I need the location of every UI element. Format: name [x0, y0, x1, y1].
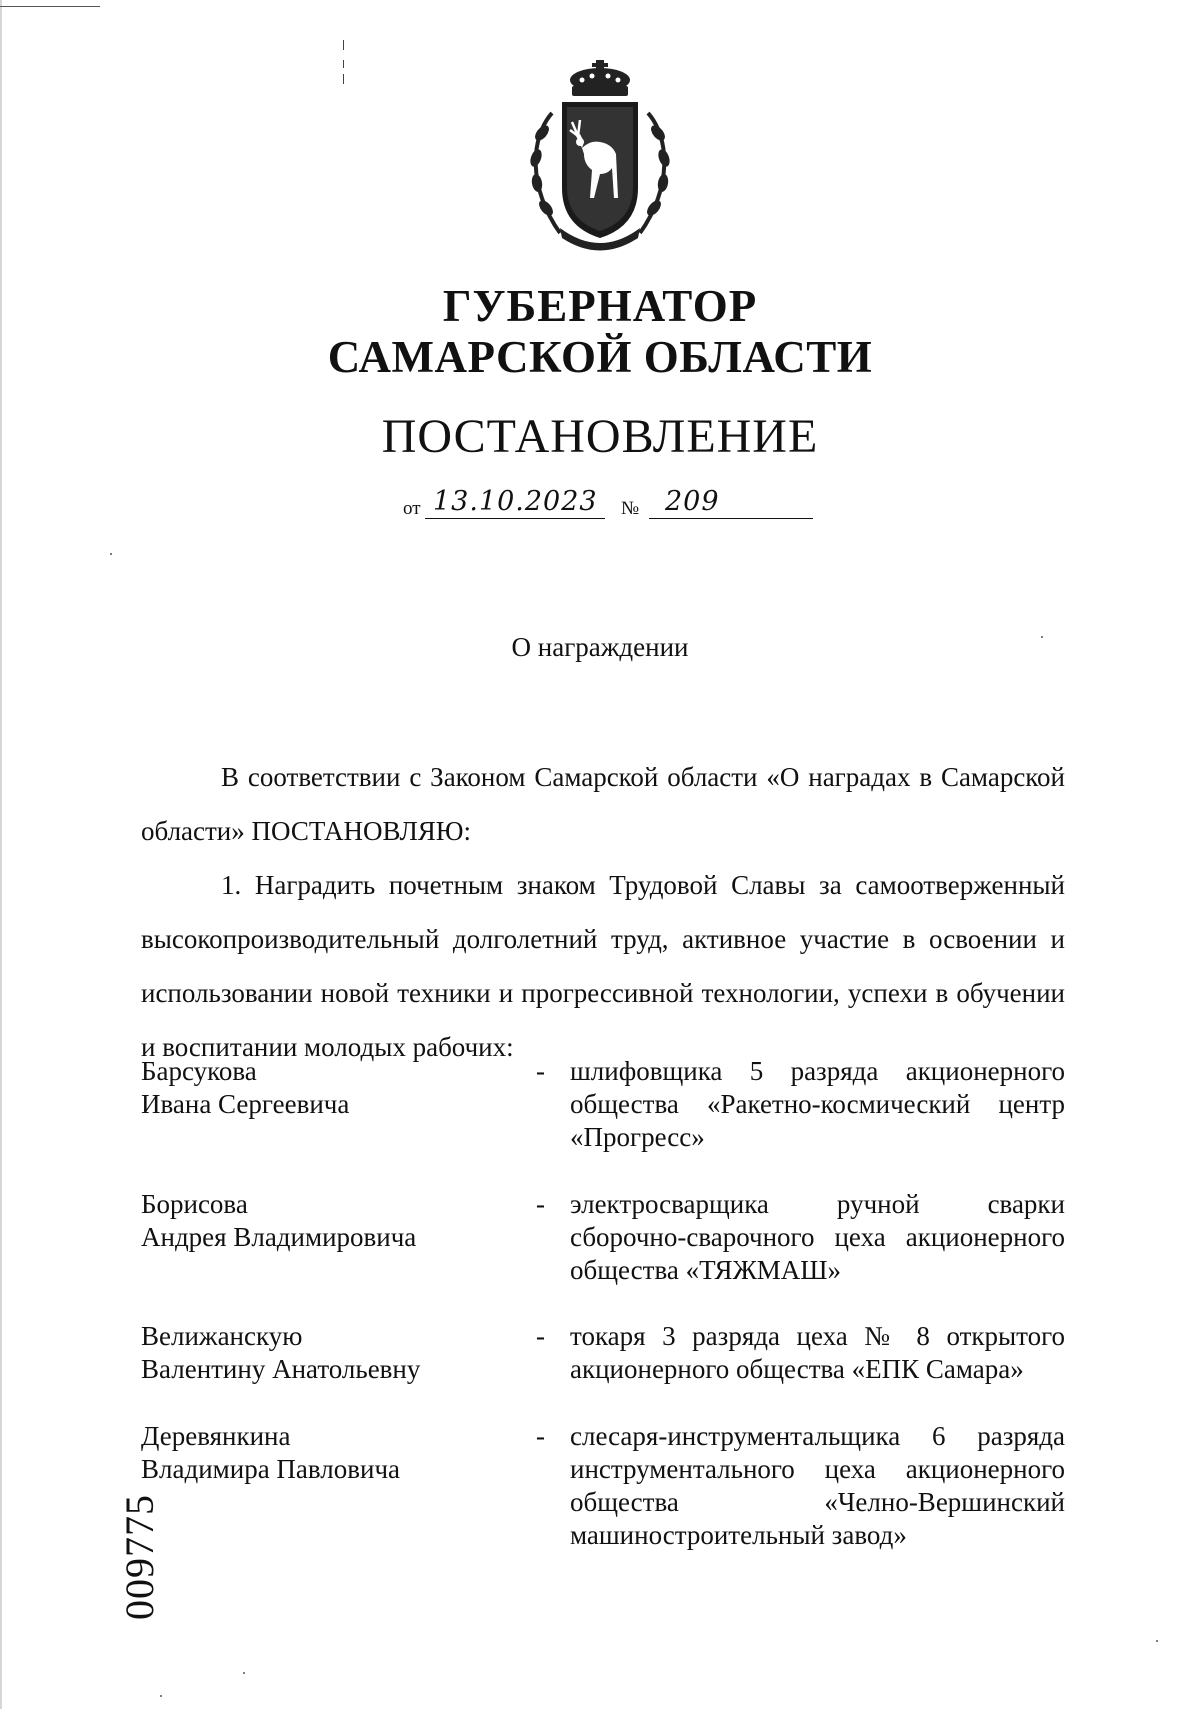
- awardee-surname: Деревянкина: [141, 1421, 291, 1451]
- number-label: №: [621, 498, 640, 519]
- awardee-surname: Барсукова: [141, 1056, 257, 1086]
- awardee-surname: Борисова: [141, 1189, 248, 1219]
- scan-speck: [1041, 636, 1043, 638]
- scan-speck: [243, 1672, 245, 1674]
- clause-1-text: 1. Наградить почетным знаком Трудовой Славы за самоотверженный высокопроизводительный долголетний труд, активное участие в освоении и использовании новой техники и прогрессивной технологии, успехи в обучении и воспитании молодых рабочих:: [141, 870, 1065, 1062]
- dash: -: [536, 1189, 545, 1219]
- scan-tick: [343, 40, 344, 50]
- serial-number: 009775: [117, 1494, 162, 1620]
- awardee-position: слесаря-инструментальщика 6 разряда инструментального цеха акционерного общества «Челно-Вершинский машиностроительный завод»: [570, 1421, 1065, 1550]
- samara-coat-of-arms-icon: [520, 58, 680, 258]
- issuer-title: ГУБЕРНАТОР: [442, 281, 758, 331]
- scan-tick: [343, 60, 344, 68]
- number-value: 209: [665, 486, 720, 517]
- scan-speck: [110, 553, 112, 555]
- awardee-name: [141, 1420, 541, 1486]
- preamble: [141, 750, 1065, 858]
- awardee-name: [141, 1055, 541, 1121]
- registration-row: [403, 486, 813, 520]
- awardee-position: электросварщика ручной сварки сборочно-сварочного цеха акционерного общества «ТЯЖМАШ»: [570, 1189, 1065, 1285]
- document-subject: О награждении: [511, 632, 689, 662]
- preamble-text: соответствии с Законом Самарской области «О наградах в Самарской области» ПОСТАНОВЛЯЮ:: [141, 762, 1066, 846]
- awardee-name: [141, 1320, 541, 1386]
- awardee-given-name: Валентину Анатольевну: [141, 1354, 421, 1384]
- scan-speck: [160, 1695, 162, 1697]
- document-type: ПОСТАНОВЛЕНИЕ: [381, 410, 819, 463]
- number-underline: [649, 518, 813, 519]
- date-underline: [425, 518, 605, 519]
- dash: -: [536, 1321, 545, 1351]
- scan-speck: [1156, 1640, 1158, 1642]
- scan-mark: [0, 6, 100, 7]
- awardee-given-name: Андрея Владимировича: [141, 1222, 417, 1252]
- awardee-position: токаря 3 разряда цеха № 8 открытого акционерного общества «ЕПК Самара»: [570, 1321, 1065, 1384]
- preamble-first-word: В: [221, 762, 240, 792]
- awardee-name: [141, 1188, 541, 1254]
- dash: -: [536, 1056, 545, 1086]
- dash: -: [536, 1421, 545, 1451]
- issuer-region: САМАРСКОЙ ОБЛАСТИ: [327, 332, 873, 382]
- awardee-given-name: Владимира Павловича: [141, 1454, 401, 1484]
- date-value: 13.10.2023: [433, 486, 598, 517]
- awardee-surname: Велижанскую: [141, 1321, 303, 1351]
- clause-1: [141, 858, 1065, 1074]
- awardee-position: шлифовщика 5 разряда акционерного общества «Ракетно-космический центр «Прогресс»: [570, 1056, 1065, 1152]
- scan-edge: [0, 0, 2, 1709]
- awardee-given-name: Ивана Сергеевича: [141, 1089, 350, 1119]
- scan-tick: [343, 74, 344, 84]
- date-label: от: [403, 498, 421, 519]
